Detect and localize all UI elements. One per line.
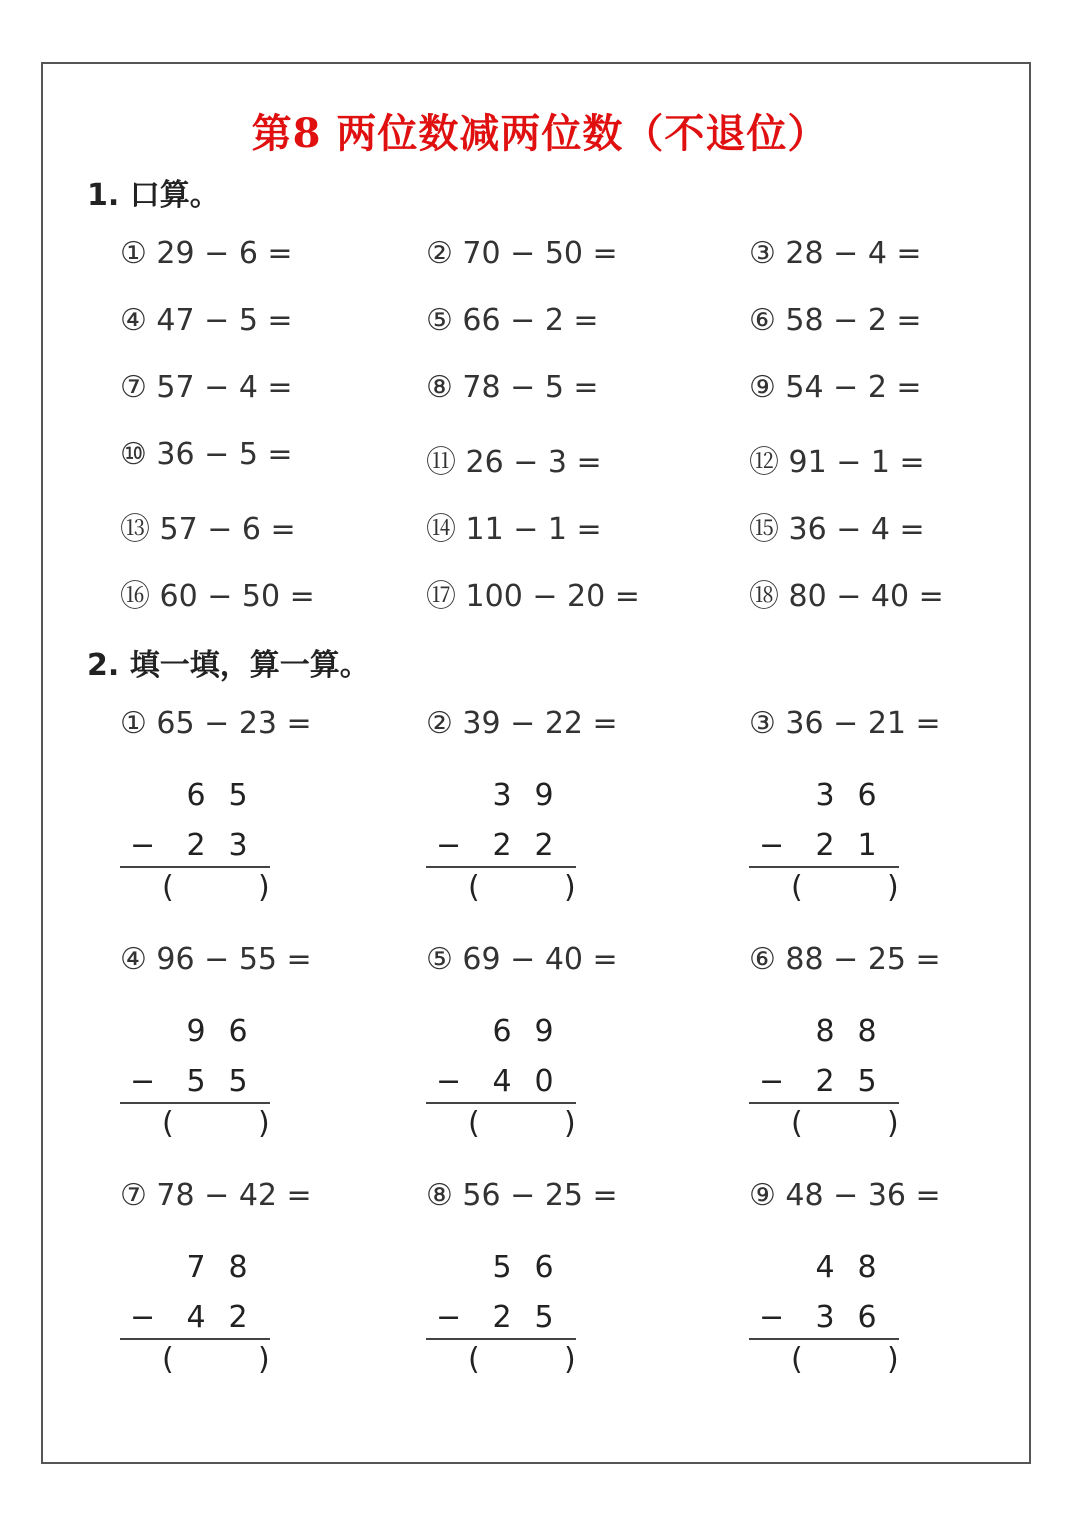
vertical-problem-equation: ⑥ 88 − 25 = xyxy=(749,942,941,977)
mental-math-problem: ⑨ 54 − 2 = xyxy=(749,370,922,405)
answer-blank-open-paren[interactable]: ( xyxy=(468,1342,480,1377)
mental-math-problem: ⑬ 57 − 6 = xyxy=(120,512,296,547)
answer-blank-open-paren[interactable]: ( xyxy=(791,870,803,905)
subtrahend-digit: 2 xyxy=(492,1300,512,1335)
minuend-digit: 3 xyxy=(492,778,512,813)
mental-math-problem: ⑥ 58 − 2 = xyxy=(749,303,922,338)
minus-sign: − xyxy=(130,828,156,863)
minuend-digit: 6 xyxy=(492,1014,512,1049)
answer-blank-close-paren[interactable]: ) xyxy=(887,1342,899,1377)
vertical-subtraction xyxy=(120,778,280,908)
minuend-digit: 6 xyxy=(228,1014,248,1049)
worksheet-title: 第8 两位数减两位数（不退位） xyxy=(251,110,829,157)
vertical-subtraction xyxy=(120,1250,280,1380)
minuend-digit: 6 xyxy=(186,778,206,813)
minuend-digit: 8 xyxy=(815,1014,835,1049)
minus-sign: − xyxy=(759,1064,785,1099)
result-line xyxy=(120,1338,270,1340)
subtrahend-digit: 3 xyxy=(815,1300,835,1335)
subtrahend-digit: 2 xyxy=(492,828,512,863)
mental-math-problem: ⑭ 11 − 1 = xyxy=(426,512,602,547)
vertical-subtraction xyxy=(426,778,586,908)
mental-math-problem: ⑩ 36 − 5 = xyxy=(120,437,293,472)
mental-math-problem: ⑫ 91 − 1 = xyxy=(749,445,925,480)
mental-math-problem: ② 70 − 50 = xyxy=(426,236,618,271)
vertical-problem-equation: ③ 36 − 21 = xyxy=(749,706,941,741)
mental-math-problem: ⑤ 66 − 2 = xyxy=(426,303,599,338)
answer-blank-close-paren[interactable]: ) xyxy=(258,870,270,905)
subtrahend-digit: 6 xyxy=(857,1300,877,1335)
answer-blank-open-paren[interactable]: ( xyxy=(468,870,480,905)
vertical-problem-equation: ⑤ 69 − 40 = xyxy=(426,942,618,977)
subtrahend-digit: 4 xyxy=(186,1300,206,1335)
subtrahend-digit: 2 xyxy=(815,828,835,863)
vertical-problem-equation: ① 65 − 23 = xyxy=(120,706,312,741)
minus-sign: − xyxy=(759,828,785,863)
minuend-digit: 6 xyxy=(857,778,877,813)
mental-math-problem: ⑮ 36 − 4 = xyxy=(749,512,925,547)
vertical-subtraction xyxy=(120,1014,280,1144)
vertical-subtraction xyxy=(749,1014,909,1144)
vertical-problem-equation: ⑧ 56 − 25 = xyxy=(426,1178,618,1213)
minuend-digit: 9 xyxy=(186,1014,206,1049)
minus-sign: − xyxy=(759,1300,785,1335)
minuend-digit: 8 xyxy=(857,1014,877,1049)
answer-blank-close-paren[interactable]: ) xyxy=(887,1106,899,1141)
minuend-digit: 3 xyxy=(815,778,835,813)
answer-blank-close-paren[interactable]: ) xyxy=(564,870,576,905)
vertical-subtraction xyxy=(749,1250,909,1380)
answer-blank-open-paren[interactable]: ( xyxy=(162,1342,174,1377)
subtrahend-digit: 2 xyxy=(186,828,206,863)
subtrahend-digit: 2 xyxy=(534,828,554,863)
minuend-digit: 8 xyxy=(857,1250,877,1285)
result-line xyxy=(426,1102,576,1104)
minus-sign: − xyxy=(130,1300,156,1335)
subtrahend-digit: 5 xyxy=(186,1064,206,1099)
answer-blank-open-paren[interactable]: ( xyxy=(162,870,174,905)
result-line xyxy=(426,1338,576,1340)
answer-blank-open-paren[interactable]: ( xyxy=(791,1342,803,1377)
vertical-problem-equation: ② 39 − 22 = xyxy=(426,706,618,741)
mental-math-problem: ⑧ 78 − 5 = xyxy=(426,370,599,405)
vertical-problem-equation: ⑦ 78 − 42 = xyxy=(120,1178,312,1213)
minuend-digit: 4 xyxy=(815,1250,835,1285)
minuend-digit: 5 xyxy=(228,778,248,813)
answer-blank-open-paren[interactable]: ( xyxy=(468,1106,480,1141)
minus-sign: − xyxy=(436,1064,462,1099)
vertical-problem-equation: ④ 96 − 55 = xyxy=(120,942,312,977)
answer-blank-open-paren[interactable]: ( xyxy=(162,1106,174,1141)
answer-blank-close-paren[interactable]: ) xyxy=(887,870,899,905)
minus-sign: − xyxy=(130,1064,156,1099)
subtrahend-digit: 5 xyxy=(857,1064,877,1099)
result-line xyxy=(749,1338,899,1340)
result-line xyxy=(120,1102,270,1104)
mental-math-problem: ④ 47 − 5 = xyxy=(120,303,293,338)
subtrahend-digit: 5 xyxy=(228,1064,248,1099)
subtrahend-digit: 3 xyxy=(228,828,248,863)
minus-sign: − xyxy=(436,1300,462,1335)
mental-math-problem: ⑱ 80 − 40 = xyxy=(749,579,944,614)
answer-blank-close-paren[interactable]: ) xyxy=(564,1106,576,1141)
section-1-heading: 1. 口算。 xyxy=(87,178,220,213)
minus-sign: − xyxy=(436,828,462,863)
minuend-digit: 9 xyxy=(534,778,554,813)
subtrahend-digit: 0 xyxy=(534,1064,554,1099)
mental-math-problem: ⑦ 57 − 4 = xyxy=(120,370,293,405)
answer-blank-close-paren[interactable]: ) xyxy=(258,1106,270,1141)
subtrahend-digit: 4 xyxy=(492,1064,512,1099)
subtrahend-digit: 1 xyxy=(857,828,877,863)
minuend-digit: 8 xyxy=(228,1250,248,1285)
answer-blank-close-paren[interactable]: ) xyxy=(564,1342,576,1377)
subtrahend-digit: 2 xyxy=(228,1300,248,1335)
subtrahend-digit: 2 xyxy=(815,1064,835,1099)
result-line xyxy=(749,1102,899,1104)
mental-math-problem: ⑰ 100 − 20 = xyxy=(426,579,640,614)
section-2-heading: 2. 填一填，算一算。 xyxy=(87,648,370,683)
mental-math-problem: ⑯ 60 − 50 = xyxy=(120,579,315,614)
mental-math-problem: ⑪ 26 − 3 = xyxy=(426,445,602,480)
result-line xyxy=(749,866,899,868)
answer-blank-open-paren[interactable]: ( xyxy=(791,1106,803,1141)
vertical-subtraction xyxy=(426,1250,586,1380)
result-line xyxy=(120,866,270,868)
mental-math-problem: ① 29 − 6 = xyxy=(120,236,293,271)
mental-math-problem: ③ 28 − 4 = xyxy=(749,236,922,271)
minuend-digit: 9 xyxy=(534,1014,554,1049)
vertical-problem-equation: ⑨ 48 − 36 = xyxy=(749,1178,941,1213)
minuend-digit: 7 xyxy=(186,1250,206,1285)
minuend-digit: 6 xyxy=(534,1250,554,1285)
answer-blank-close-paren[interactable]: ) xyxy=(258,1342,270,1377)
vertical-subtraction xyxy=(749,778,909,908)
minuend-digit: 5 xyxy=(492,1250,512,1285)
result-line xyxy=(426,866,576,868)
vertical-subtraction xyxy=(426,1014,586,1144)
subtrahend-digit: 5 xyxy=(534,1300,554,1335)
